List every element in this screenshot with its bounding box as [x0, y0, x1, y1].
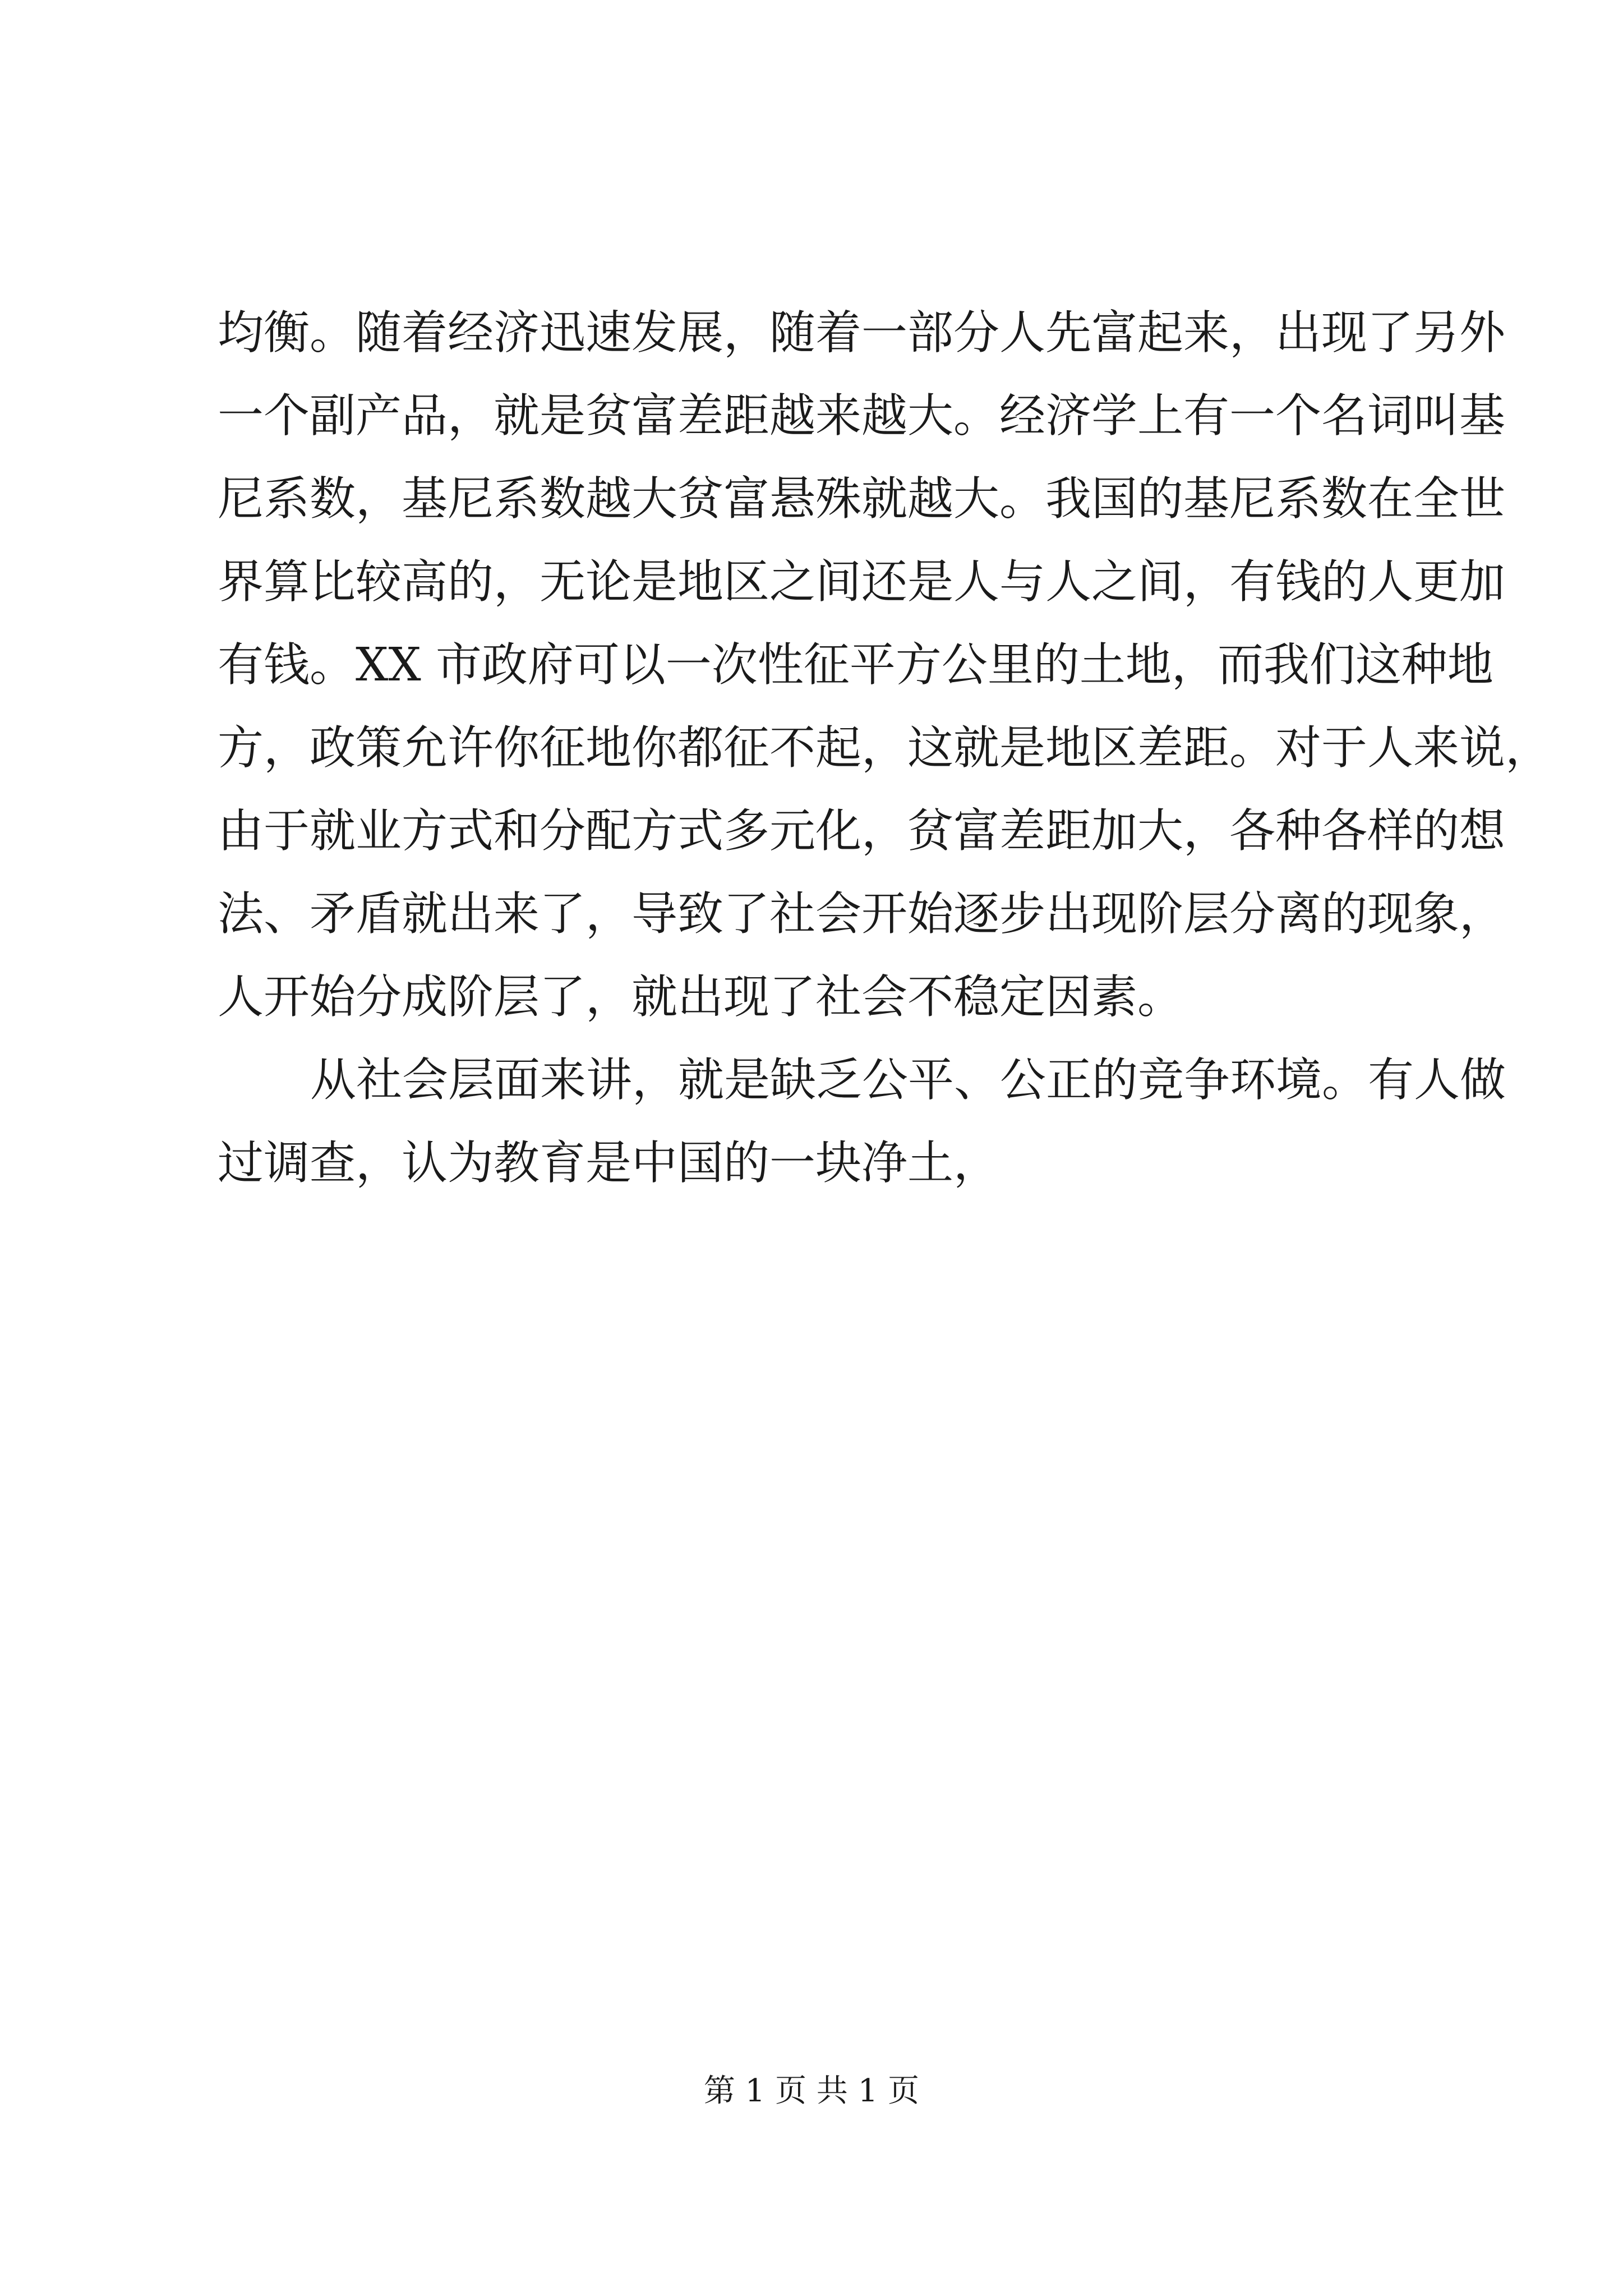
text-line: 由于就业方式和分配方式多元化，贫富差距加大，各种各样的想: [218, 804, 1506, 858]
paragraph: [218, 292, 1552, 1039]
paragraph: [218, 1039, 1506, 1205]
page-footer: 第 1 页 共 1 页: [703, 2073, 920, 2109]
text-line: 一个副产品，就是贫富差距越来越大。经济学上有一个名词叫基: [218, 389, 1506, 443]
text-line: 从社会层面来讲，就是缺乏公平、公正的竞争环境。有人做: [310, 1053, 1506, 1107]
text-line: 界算比较高的，无论是地区之间还是人与人之间，有钱的人更加: [218, 555, 1506, 609]
text-line: 方，政策允许你征地你都征不起，这就是地区差距。对于人来说，: [218, 721, 1552, 775]
text-line: 尼系数，基尼系数越大贫富悬殊就越大。我国的基尼系数在全世: [218, 472, 1506, 526]
text-line: 有钱。XX 市政府可以一次性征平方公里的土地，而我们这种地: [218, 638, 1493, 692]
text-line: 过调查，认为教育是中国的一块净土，: [218, 1137, 1000, 1190]
text-line: 人开始分成阶层了，就出现了社会不稳定因素。: [218, 970, 1184, 1024]
text-line: 法、矛盾就出来了，导致了社会开始逐步出现阶层分离的现象，: [218, 887, 1506, 941]
body-text: [218, 292, 1552, 1205]
text-line: 均衡。随着经济迅速发展，随着一部分人先富起来，出现了另外: [218, 306, 1506, 360]
